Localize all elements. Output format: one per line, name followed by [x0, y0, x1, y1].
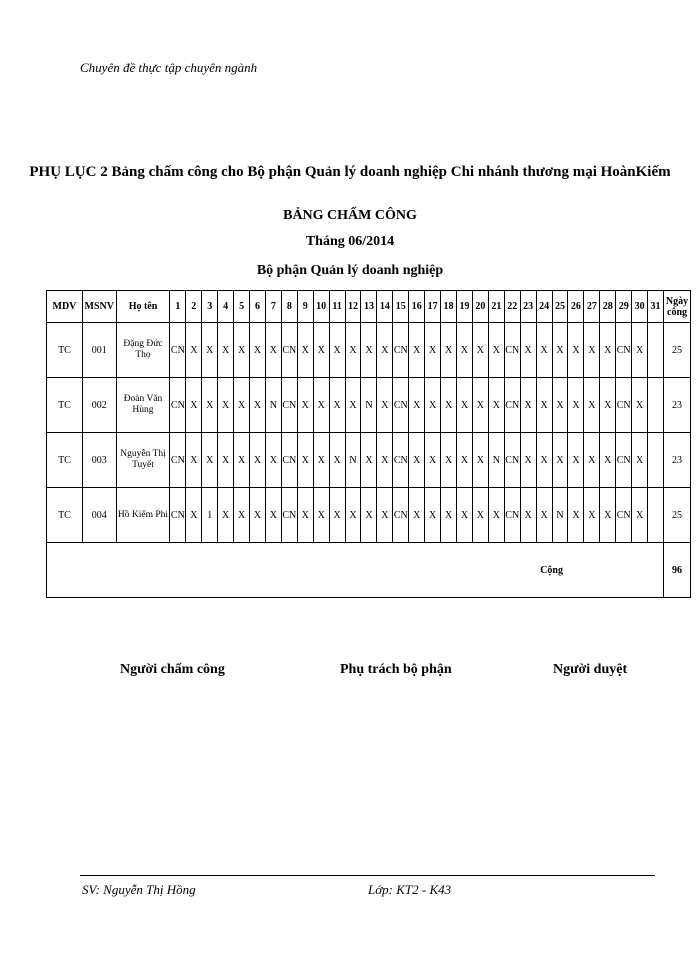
cell-total: 25: [664, 323, 691, 378]
cell-day: CN: [504, 433, 520, 488]
cell-day: X: [552, 433, 568, 488]
timesheet-title: BẢNG CHẤM CÔNG: [283, 208, 417, 223]
cell-day: X: [520, 433, 536, 488]
signature-timekeeper: Người chấm công: [120, 662, 225, 677]
header-day-22: 22: [504, 291, 520, 323]
cell-day: X: [234, 323, 250, 378]
cell-day: CN: [170, 488, 186, 543]
signature-department-head: Phụ trách bộ phận: [340, 662, 452, 677]
cell-day: CN: [170, 433, 186, 488]
cell-day: X: [218, 488, 234, 543]
cell-day: CN: [616, 433, 632, 488]
footer-class: Lớp: KT2 - K43: [368, 882, 452, 897]
signature-approver: Người duyệt: [553, 662, 628, 677]
cell-day: X: [536, 433, 552, 488]
cell-name: Đoàn Văn Hùng: [116, 378, 170, 433]
cell-day: X: [552, 323, 568, 378]
cell-day: X: [425, 433, 441, 488]
cell-day: X: [472, 323, 488, 378]
cell-day: X: [329, 488, 345, 543]
cell-day: X: [552, 378, 568, 433]
cell-day: N: [552, 488, 568, 543]
cell-day: X: [186, 378, 202, 433]
cell-day: X: [234, 433, 250, 488]
cell-msnv: 003: [82, 433, 116, 488]
cell-day: X: [457, 488, 473, 543]
timesheet-month: Tháng 06/2014: [305, 234, 395, 249]
cell-day: X: [568, 488, 584, 543]
cell-mdv: TC: [47, 488, 83, 543]
cell-day: X: [520, 488, 536, 543]
table-header-row: [47, 291, 691, 323]
cell-day: X: [632, 378, 648, 433]
header-day-31: 31: [648, 291, 664, 323]
cell-day: X: [265, 323, 281, 378]
cell-day: N: [265, 378, 281, 433]
header-day-15: 15: [393, 291, 409, 323]
header-day-10: 10: [313, 291, 329, 323]
cell-day: X: [265, 433, 281, 488]
table-row: [47, 488, 691, 543]
header-day-14: 14: [377, 291, 393, 323]
cell-day: N: [488, 433, 504, 488]
cell-day: X: [441, 488, 457, 543]
header-day-2: 2: [186, 291, 202, 323]
cell-day: X: [600, 488, 616, 543]
header-day-7: 7: [265, 291, 281, 323]
cell-day: CN: [170, 323, 186, 378]
cell-day: X: [218, 323, 234, 378]
sum-label: Cộng: [47, 543, 664, 598]
sum-value: 96: [664, 543, 691, 598]
cell-day: X: [329, 433, 345, 488]
cell-day: CN: [616, 488, 632, 543]
cell-day: X: [361, 433, 377, 488]
cell-day: X: [457, 378, 473, 433]
header-day-8: 8: [281, 291, 297, 323]
cell-day: X: [457, 323, 473, 378]
header-day-18: 18: [441, 291, 457, 323]
cell-day: CN: [504, 488, 520, 543]
cell-day: X: [536, 378, 552, 433]
cell-day: X: [600, 378, 616, 433]
cell-day: X: [345, 488, 361, 543]
header-name: Họ tên: [116, 291, 170, 323]
cell-day: X: [297, 488, 313, 543]
cell-day: X: [250, 378, 266, 433]
cell-day: X: [313, 378, 329, 433]
cell-day: X: [457, 433, 473, 488]
cell-day: X: [361, 323, 377, 378]
header-day-30: 30: [632, 291, 648, 323]
cell-day: X: [186, 323, 202, 378]
cell-day: X: [345, 378, 361, 433]
cell-day: X: [297, 433, 313, 488]
cell-day: CN: [616, 378, 632, 433]
cell-total: 25: [664, 488, 691, 543]
cell-name: Nguyễn Thị Tuyết: [116, 433, 170, 488]
cell-day: X: [472, 488, 488, 543]
cell-day: X: [313, 488, 329, 543]
cell-day: X: [345, 323, 361, 378]
cell-day: CN: [393, 488, 409, 543]
cell-day: X: [250, 323, 266, 378]
header-day-4: 4: [218, 291, 234, 323]
cell-day: CN: [504, 323, 520, 378]
cell-day: X: [186, 488, 202, 543]
cell-day: X: [250, 433, 266, 488]
cell-day: X: [441, 378, 457, 433]
cell-day: CN: [393, 323, 409, 378]
cell-day: X: [568, 323, 584, 378]
timesheet-table: [46, 290, 691, 598]
cell-mdv: TC: [47, 433, 83, 488]
header-day-23: 23: [520, 291, 536, 323]
cell-day: CN: [393, 433, 409, 488]
header-day-11: 11: [329, 291, 345, 323]
cell-day: X: [313, 323, 329, 378]
cell-day: X: [472, 433, 488, 488]
cell-day: X: [297, 378, 313, 433]
cell-day: [648, 488, 664, 543]
cell-day: X: [584, 323, 600, 378]
cell-day: X: [632, 323, 648, 378]
header-day-1: 1: [170, 291, 186, 323]
cell-day: X: [377, 433, 393, 488]
cell-day: X: [520, 323, 536, 378]
cell-day: [648, 378, 664, 433]
cell-day: X: [488, 323, 504, 378]
cell-day: X: [568, 378, 584, 433]
cell-day: X: [234, 378, 250, 433]
cell-day: CN: [393, 378, 409, 433]
cell-day: X: [441, 323, 457, 378]
header-day-6: 6: [250, 291, 266, 323]
header-day-20: 20: [472, 291, 488, 323]
cell-day: X: [632, 433, 648, 488]
cell-day: X: [409, 433, 425, 488]
header-day-3: 3: [202, 291, 218, 323]
cell-day: N: [345, 433, 361, 488]
header-day-26: 26: [568, 291, 584, 323]
cell-day: X: [488, 488, 504, 543]
header-day-13: 13: [361, 291, 377, 323]
cell-day: N: [361, 378, 377, 433]
header-msnv: MSNV: [82, 291, 116, 323]
timesheet-department: Bộ phận Quản lý doanh nghiệp: [256, 263, 444, 278]
cell-day: CN: [281, 323, 297, 378]
cell-total: 23: [664, 378, 691, 433]
cell-day: [648, 323, 664, 378]
cell-day: X: [600, 433, 616, 488]
cell-day: X: [218, 433, 234, 488]
header-day-21: 21: [488, 291, 504, 323]
header-day-24: 24: [536, 291, 552, 323]
cell-day: X: [584, 488, 600, 543]
cell-day: X: [202, 433, 218, 488]
header-day-9: 9: [297, 291, 313, 323]
header-day-25: 25: [552, 291, 568, 323]
cell-day: X: [584, 378, 600, 433]
cell-msnv: 001: [82, 323, 116, 378]
cell-msnv: 002: [82, 378, 116, 433]
cell-day: X: [409, 323, 425, 378]
cell-day: X: [186, 433, 202, 488]
cell-day: X: [536, 323, 552, 378]
header-day-12: 12: [345, 291, 361, 323]
cell-day: X: [568, 433, 584, 488]
document-header-note: Chuyên đề thực tập chuyên ngành: [80, 60, 258, 75]
cell-day: X: [632, 488, 648, 543]
cell-day: X: [297, 323, 313, 378]
cell-day: X: [361, 488, 377, 543]
table-row: [47, 433, 691, 488]
cell-day: X: [425, 378, 441, 433]
cell-day: X: [265, 488, 281, 543]
header-mdv: MDV: [47, 291, 83, 323]
cell-mdv: TC: [47, 323, 83, 378]
cell-day: X: [584, 433, 600, 488]
footer-divider: [80, 875, 655, 876]
cell-day: [648, 433, 664, 488]
cell-day: X: [425, 488, 441, 543]
header-total-days: Ngày công: [664, 291, 691, 323]
cell-day: X: [377, 323, 393, 378]
table-row: [47, 378, 691, 433]
header-day-17: 17: [425, 291, 441, 323]
cell-day: CN: [281, 378, 297, 433]
cell-day: CN: [504, 378, 520, 433]
cell-day: X: [377, 488, 393, 543]
cell-name: Hồ Kiếm Phi: [116, 488, 170, 543]
appendix-title: PHỤ LỤC 2 Bảng chấm công cho Bộ phận Quản lý doanh nghiệp Chi nhánh thương mại HoànKiếm: [29, 164, 671, 180]
cell-day: X: [202, 378, 218, 433]
cell-day: CN: [170, 378, 186, 433]
cell-total: 23: [664, 433, 691, 488]
header-day-5: 5: [234, 291, 250, 323]
cell-day: X: [377, 378, 393, 433]
cell-day: X: [250, 488, 266, 543]
cell-day: X: [425, 323, 441, 378]
header-day-29: 29: [616, 291, 632, 323]
cell-day: 1: [202, 488, 218, 543]
cell-day: CN: [281, 433, 297, 488]
cell-msnv: 004: [82, 488, 116, 543]
header-day-28: 28: [600, 291, 616, 323]
cell-mdv: TC: [47, 378, 83, 433]
footer-student: SV: Nguyễn Thị Hồng: [82, 882, 196, 897]
cell-day: X: [520, 378, 536, 433]
cell-day: X: [472, 378, 488, 433]
cell-day: CN: [281, 488, 297, 543]
cell-day: X: [409, 378, 425, 433]
header-day-27: 27: [584, 291, 600, 323]
cell-name: Đặng Đức Thọ: [116, 323, 170, 378]
cell-day: X: [218, 378, 234, 433]
cell-day: X: [441, 433, 457, 488]
cell-day: X: [536, 488, 552, 543]
cell-day: X: [409, 488, 425, 543]
cell-day: X: [313, 433, 329, 488]
cell-day: X: [488, 378, 504, 433]
cell-day: X: [329, 323, 345, 378]
table-row: [47, 323, 691, 378]
cell-day: X: [202, 323, 218, 378]
header-day-19: 19: [457, 291, 473, 323]
cell-day: X: [234, 488, 250, 543]
cell-day: X: [329, 378, 345, 433]
cell-day: X: [600, 323, 616, 378]
cell-day: CN: [616, 323, 632, 378]
table-sum-row: [47, 543, 691, 598]
header-day-16: 16: [409, 291, 425, 323]
